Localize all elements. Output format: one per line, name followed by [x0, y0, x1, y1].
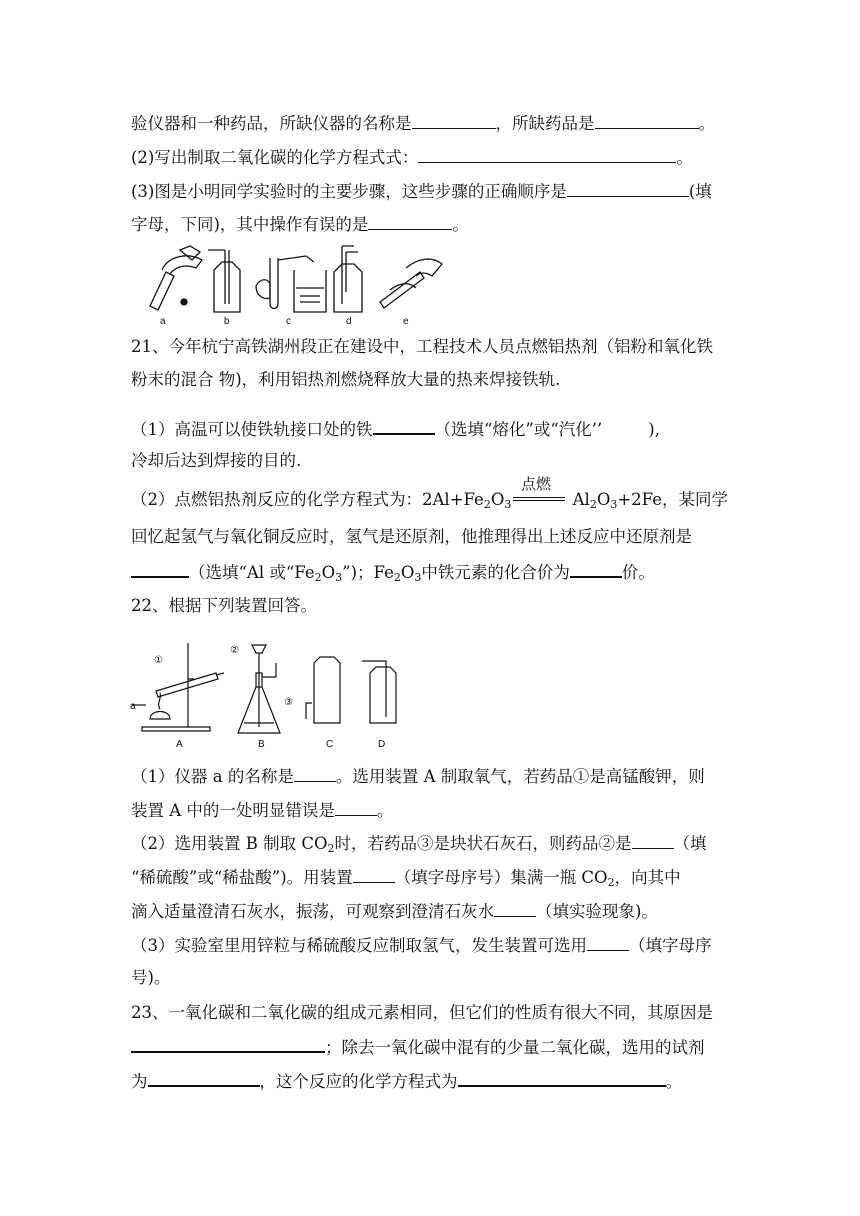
answer-blank[interactable]	[412, 113, 496, 129]
q21-line-3: （1）高温可以使铁轨接口处的铁 （选填“熔化”或“汽化’’ ),	[131, 420, 660, 439]
q23-line-1: 23、一氧化碳和二氧化碳的组成元素相同，但它们的性质有很大不同，其原因是	[131, 1003, 713, 1022]
answer-blank[interactable]	[335, 800, 377, 816]
fig-label-e: e	[403, 316, 409, 327]
q21-line-2: 粉末的混合 物)，利用铝热剂燃烧释放大量的热来焊接铁轨.	[131, 370, 561, 389]
answer-blank[interactable]	[353, 867, 395, 883]
answer-blank[interactable]	[570, 561, 622, 578]
answer-blank[interactable]	[131, 1036, 325, 1053]
experiment-steps-figure	[128, 242, 448, 330]
answer-blank[interactable]	[148, 1070, 260, 1087]
answer-blank[interactable]	[373, 418, 435, 435]
q22-title: 22、根据下列装置回答。	[131, 596, 317, 615]
fig-label-b: b	[224, 316, 230, 327]
q21-line-7: （选填“Al 或“$Fe_2O_3$”)；$Fe_2O_3$中铁元素的化合价为 价。	[131, 561, 655, 583]
q20-line-2: (2)写出制取二氧化碳的化学方程式式： 。	[131, 148, 693, 167]
q21-line-4: 冷却后达到焊接的目的.	[131, 451, 302, 470]
q20-line-3: (3)图是小明同学实验时的主要步骤，这些步骤的正确顺序是 (填	[131, 182, 712, 201]
answer-blank[interactable]	[458, 1070, 666, 1087]
answer-blank[interactable]	[494, 901, 536, 917]
q20-line-1: 验仪器和一种药品，所缺仪器的名称是 ，所缺药品是 。	[131, 114, 715, 133]
q20-line-4: 字母，下同)，其中操作有误的是 。	[131, 215, 469, 234]
answer-blank[interactable]	[587, 935, 629, 951]
mark-3: ③	[284, 697, 293, 708]
q23-line-2: ；除去一氧化碳中混有的少量二氧化碳，选用的试剂	[131, 1036, 705, 1058]
answer-blank[interactable]	[632, 833, 674, 849]
q23-line-3: 为 ，这个反应的化学方程式为 。	[131, 1072, 682, 1091]
answer-blank[interactable]	[567, 181, 689, 197]
answer-blank[interactable]	[294, 766, 336, 782]
fig-label-d: d	[346, 316, 352, 327]
fig-label-c: c	[286, 316, 291, 327]
answer-blank[interactable]	[131, 561, 189, 578]
fig-label-B: B	[258, 739, 265, 750]
apparatus-figure	[128, 633, 398, 753]
q22-p2-line-3: 滴入适量澄清石灰水，振荡，可观察到澄清石灰水 （填实验现象)。	[131, 902, 658, 921]
answer-blank[interactable]	[595, 113, 699, 129]
q22-p3-line-2: 号)。	[131, 968, 171, 987]
q22-p2-line-2: “稀硫酸”或“稀盐酸”)。用装置 （填字母序号）集满一瓶 $CO_2$，向其中	[131, 868, 681, 889]
q22-p2-line-1: （2）选用装置 B 制取 $CO_2$时，若药品③是块状石灰石，则药品②是 （填	[131, 834, 707, 855]
mark-2: ②	[230, 645, 239, 656]
mark-1: ①	[154, 655, 163, 666]
q22-p1-line-2: 装置 A 中的一处明显错误是 。	[131, 801, 394, 820]
mark-a: a	[130, 701, 136, 712]
fig-label-C: C	[326, 739, 334, 750]
answer-blank[interactable]	[418, 147, 676, 163]
q21-line-1: 21、今年杭宁高铁湖州段正在建设中，工程技术人员点燃铝热剂（铝粉和氧化铁	[131, 337, 713, 356]
q21-line-5: （2）点燃铝热剂反应的化学方程式为：$2Al+Fe_2O_3$ $Al_2O_3+2Fe$，某同学	[131, 490, 728, 511]
fig-label-A: A	[176, 739, 183, 750]
q21-line-6: 回忆起氢气与氧化铜反应时，氢气是还原剂，他推理得出上述反应中还原剂是	[131, 527, 692, 546]
answer-blank[interactable]	[368, 214, 452, 230]
q22-p1-line-1: （1）仪器 a 的名称是 。选用装置 A 制取氧气，若药品①是高锰酸钾，则	[131, 767, 705, 786]
reaction-condition: 点燃	[521, 476, 552, 493]
fig-label-a: a	[160, 316, 166, 327]
fig-label-D: D	[378, 739, 386, 750]
q22-p3-line-1: （3）实验室里用锌粒与稀硫酸反应制取氢气，发生装置可选用 （填字母序	[131, 936, 712, 955]
